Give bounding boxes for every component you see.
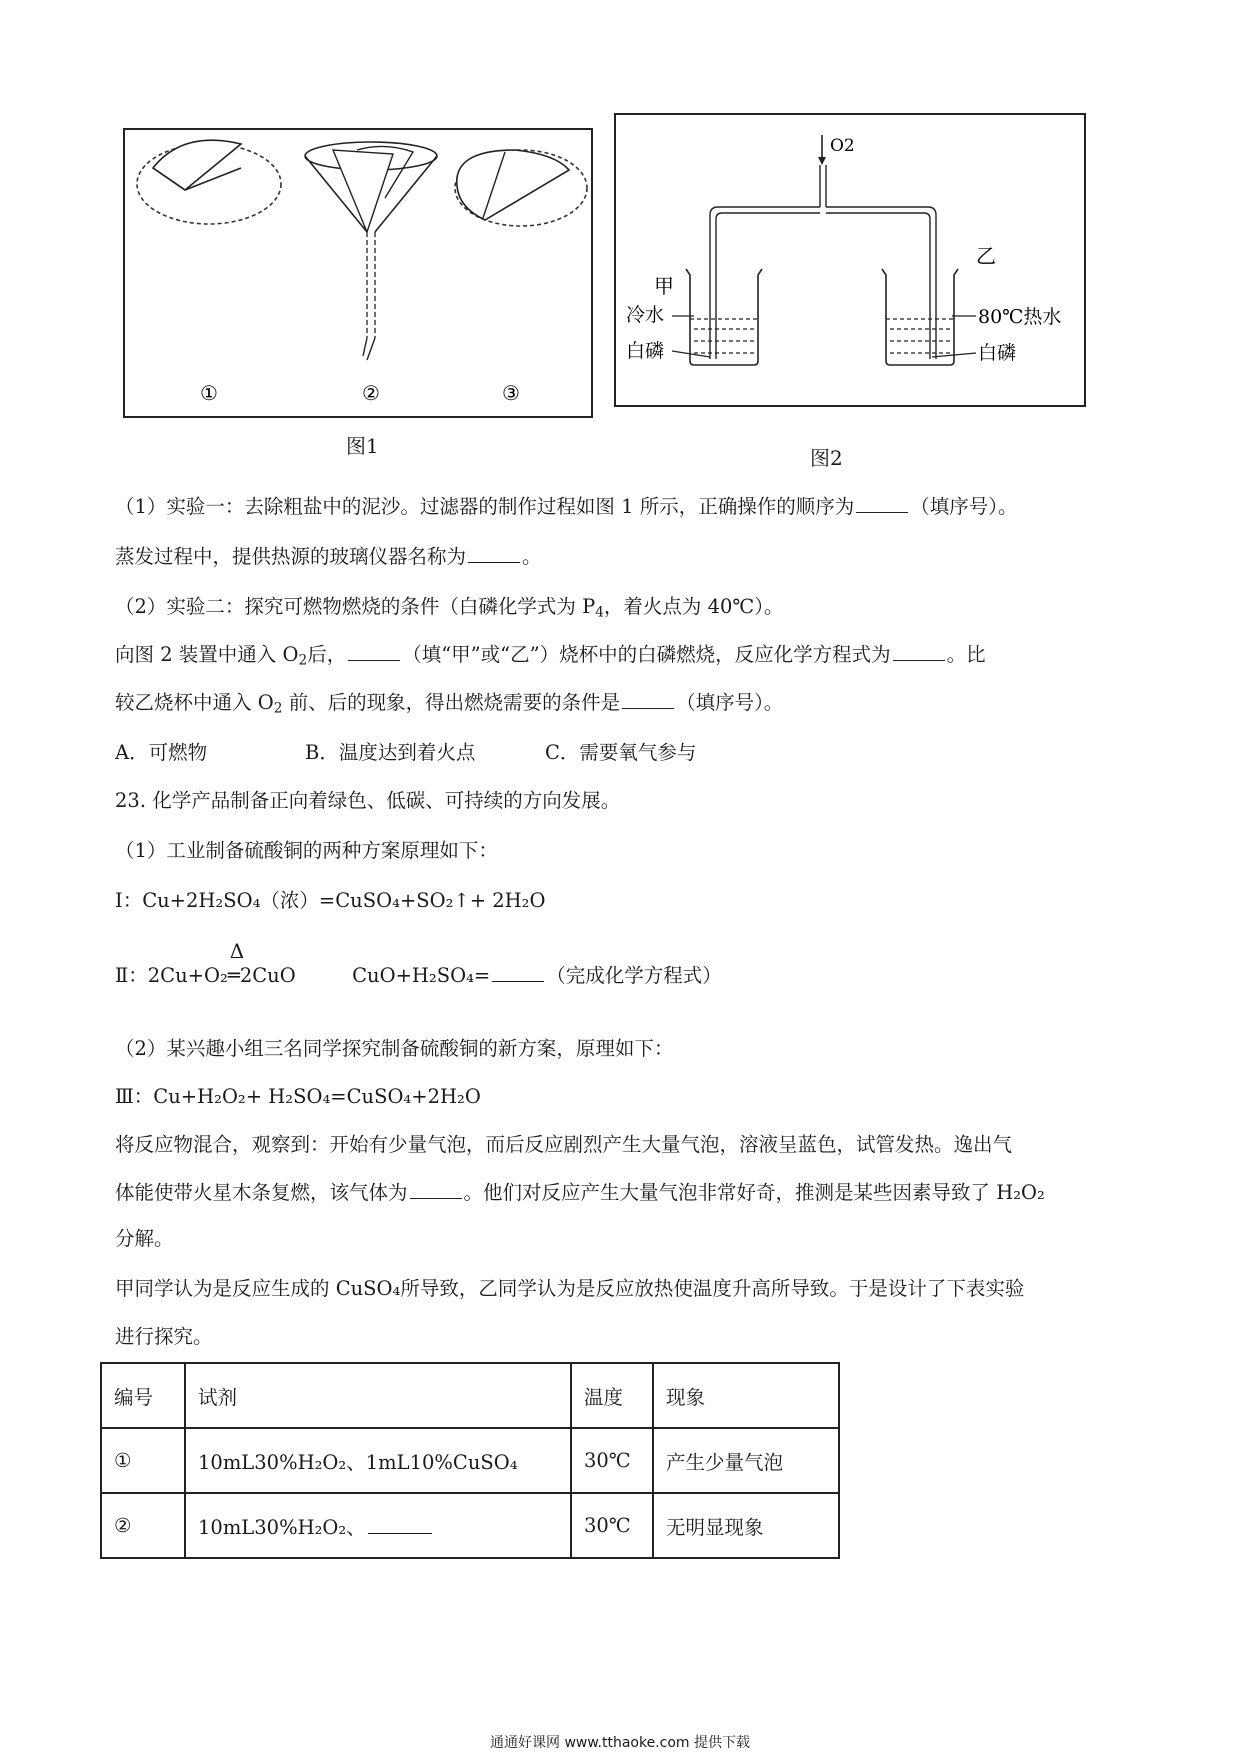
q22-part2-line1: （2）实验二：探究可燃物燃烧的条件（白磷化学式为 $P_4$，着火点为 40℃）。 — [115, 595, 784, 621]
table-cell: 无明显现象 — [653, 1493, 839, 1558]
page-footer: 通通好课网 www.tthaoke.com 提供下载 — [490, 1735, 750, 1751]
answer-blank[interactable] — [856, 498, 908, 513]
table-cell: ① — [101, 1428, 185, 1493]
table-cell: 产生少量气泡 — [653, 1428, 839, 1493]
answer-blank[interactable] — [622, 694, 674, 709]
table-row — [101, 1493, 839, 1558]
q23-equation-2: Ⅱ：2Cu+O₂ Δ ═2CuO CuO+H₂SO₄= （完成化学方程式） — [115, 960, 722, 991]
figure-2 — [614, 113, 1086, 407]
figure1-label-2: ② — [362, 381, 380, 405]
q23-part1: （1）工业制备硫酸铜的两种方案原理如下： — [115, 839, 498, 862]
answer-blank[interactable] — [368, 1519, 432, 1534]
table-row — [101, 1428, 839, 1493]
option-b: B．温度达到着火点 — [305, 741, 476, 764]
option-c: C．需要氧气参与 — [545, 741, 697, 764]
q23-part2: （2）某兴趣小组三名同学探究制备硫酸铜的新方案，原理如下： — [115, 1037, 674, 1060]
figure-2-caption: 图2 — [810, 446, 843, 470]
header-cell: 编号 — [101, 1363, 185, 1428]
o2-label: O2 — [830, 136, 855, 156]
q23-observation-line3: 分解。 — [115, 1227, 174, 1250]
table-cell: 10mL30%H₂O₂、 — [185, 1493, 571, 1558]
header-cell: 现象 — [653, 1363, 839, 1428]
filter-paper-folding-diagram — [123, 128, 593, 418]
cold-water-label: 冷水 — [626, 304, 665, 326]
answer-blank[interactable] — [410, 1184, 462, 1199]
table-cell: ② — [101, 1493, 185, 1558]
beaker-jia-label: 甲 — [654, 274, 674, 298]
q23-hypothesis-line1: 甲同学认为是反应生成的 CuSO₄所导致，乙同学认为是反应放热使温度升高所导致。于是设计了下表实验 — [115, 1277, 1025, 1300]
header-cell: 温度 — [571, 1363, 653, 1428]
q23-observation-line2: 体能使带火星木条复燃，该气体为 。他们对反应产生大量气泡非常好奇，推测是某些因素导致了 H₂O₂ — [115, 1181, 1045, 1204]
q23-title: 23. 化学产品制备正向着绿色、低碳、可持续的方向发展。 — [115, 789, 621, 812]
figure-1 — [123, 128, 593, 418]
figure-1-caption: 图1 — [346, 434, 379, 458]
experiment-table — [100, 1362, 840, 1559]
table-cell: 30℃ — [571, 1493, 653, 1558]
table-cell: 30℃ — [571, 1428, 653, 1493]
answer-blank[interactable] — [468, 548, 520, 563]
answer-blank[interactable] — [492, 967, 544, 982]
q23-hypothesis-line2: 进行探究。 — [115, 1325, 213, 1348]
q22-part2-line3: 较乙烧杯中通入 $O_2$ 前、后的现象，得出燃烧需要的条件是 （填序号）。 — [115, 691, 784, 717]
q22-part2-line2: 向图 2 装置中通入 $O_2$后， （填“甲”或“乙”）烧杯中的白磷燃烧，反应化学方程式为 。比 — [115, 643, 986, 669]
table-cell: 10mL30%H₂O₂、1mL10%CuSO₄ — [185, 1428, 571, 1493]
answer-blank[interactable] — [348, 646, 400, 661]
q23-equation-1: Ⅰ：Cu+2H₂SO₄（浓）=CuSO₄+SO₂↑+ 2H₂O — [115, 889, 546, 912]
q22-options — [115, 738, 696, 768]
hot-water-label: 80℃热水 — [978, 306, 1062, 328]
figure1-label-3: ③ — [502, 381, 520, 405]
option-a: A．可燃物 — [115, 741, 208, 764]
q23-equation-3: Ⅲ：Cu+H₂O₂+ H₂SO₄=CuSO₄+2H₂O — [115, 1085, 481, 1108]
white-phosphorus-right-label: 白磷 — [978, 342, 1017, 364]
header-cell: 试剂 — [185, 1363, 571, 1428]
figure1-label-1: ① — [200, 381, 218, 405]
table-header-row — [101, 1363, 839, 1428]
q23-observation-line1: 将反应物混合，观察到：开始有少量气泡，而后反应剧烈产生大量气泡，溶液呈蓝色，试管发热。逸出气 — [115, 1133, 1013, 1156]
answer-blank[interactable] — [893, 646, 945, 661]
beaker-yi-label: 乙 — [976, 244, 996, 268]
heating-condition-sign: Δ ═ — [227, 939, 245, 987]
combustion-apparatus-diagram — [614, 113, 1086, 407]
q22-part1-line1: （1）实验一：去除粗盐中的泥沙。过滤器的制作过程如图 1 所示，正确操作的顺序为 （填序号）。 — [115, 495, 1018, 518]
q22-part1-line2: 蒸发过程中，提供热源的玻璃仪器名称为 。 — [115, 545, 542, 568]
white-phosphorus-left-label: 白磷 — [626, 340, 665, 362]
